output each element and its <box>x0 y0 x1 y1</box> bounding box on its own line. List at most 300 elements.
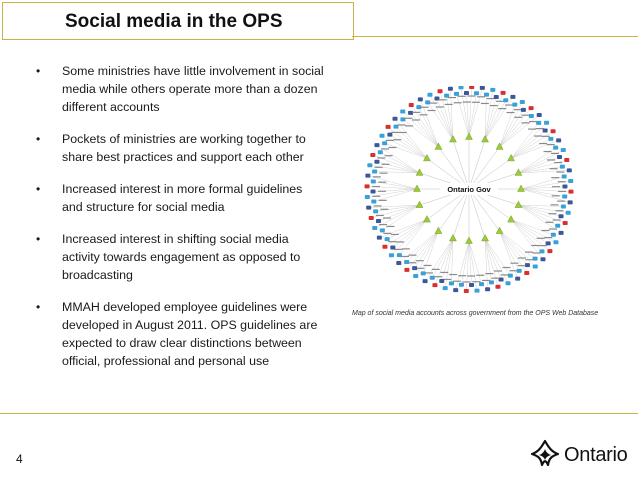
leaf-edge <box>419 107 439 147</box>
account-node <box>376 219 381 223</box>
account-label-mark <box>421 107 429 108</box>
account-node <box>459 283 464 287</box>
account-label-mark <box>380 209 388 210</box>
account-node <box>372 170 377 174</box>
account-node <box>439 279 444 283</box>
account-node <box>553 146 558 150</box>
account-node <box>564 158 569 162</box>
account-label-mark <box>509 270 517 271</box>
leaf-edge <box>485 238 508 283</box>
account-label-mark <box>391 132 399 133</box>
leaf-edge <box>469 241 472 285</box>
account-node <box>560 165 565 169</box>
account-label-mark <box>402 248 410 249</box>
account-label-mark <box>536 128 544 129</box>
account-label-mark <box>554 162 562 163</box>
account-node <box>390 245 395 249</box>
account-node <box>374 143 379 147</box>
leaf-edge <box>415 231 439 268</box>
hub-edge <box>438 147 469 189</box>
account-node <box>525 263 530 267</box>
account-label-mark <box>458 96 466 97</box>
leaf-edge <box>403 111 439 146</box>
hub-edge <box>469 140 485 189</box>
account-node <box>367 163 372 167</box>
account-label-mark <box>398 124 406 125</box>
leaf-edge <box>390 135 427 159</box>
bullet-marker: • <box>36 182 41 196</box>
account-label-mark <box>558 181 566 182</box>
account-label-mark <box>383 233 391 234</box>
account-node <box>559 214 564 218</box>
account-node <box>561 148 566 152</box>
account-node <box>474 91 479 95</box>
account-label-mark <box>547 144 555 145</box>
account-node <box>540 257 545 261</box>
account-label-mark <box>436 106 444 107</box>
leaf-edge <box>379 205 420 221</box>
account-label-mark <box>547 159 555 160</box>
account-node <box>561 204 566 208</box>
account-label-mark <box>420 114 428 115</box>
account-label-mark <box>399 132 407 133</box>
account-label-mark <box>507 112 515 113</box>
account-label-mark <box>408 262 416 263</box>
leaf-edge <box>407 231 439 270</box>
account-node <box>366 206 371 210</box>
account-node <box>562 184 567 188</box>
account-node <box>371 179 376 183</box>
account-label-mark <box>525 259 533 260</box>
account-label-mark <box>448 97 456 98</box>
account-node <box>412 266 417 270</box>
account-node <box>494 95 499 99</box>
account-node <box>555 224 560 228</box>
account-node <box>537 113 542 117</box>
account-node <box>438 89 443 93</box>
account-label-mark <box>425 272 433 273</box>
account-node <box>510 95 515 99</box>
leaf-edge <box>500 108 532 147</box>
leaf-edge <box>511 220 550 252</box>
account-node <box>544 121 549 125</box>
account-label-mark <box>498 108 506 109</box>
account-label-mark <box>551 153 559 154</box>
account-label-mark <box>558 191 566 192</box>
account-node <box>365 195 370 199</box>
title-divider <box>352 36 638 37</box>
account-label-mark <box>522 122 530 123</box>
hub-edge <box>438 189 469 231</box>
account-node <box>365 174 370 178</box>
account-node <box>543 129 548 133</box>
account-label-mark <box>544 151 552 152</box>
account-node <box>382 141 387 145</box>
account-node <box>427 93 432 97</box>
account-node <box>490 88 495 92</box>
account-node <box>432 283 437 287</box>
leaf-edge <box>500 116 532 147</box>
account-node <box>404 268 409 272</box>
account-node <box>454 92 459 96</box>
account-label-mark <box>467 95 475 96</box>
account-node <box>389 253 394 257</box>
account-label-mark <box>440 272 448 273</box>
account-label-mark <box>557 201 565 202</box>
bullet-list <box>36 62 326 384</box>
bullet-item <box>36 62 326 116</box>
account-label-mark <box>439 99 447 100</box>
leaf-edge <box>399 231 439 263</box>
account-node <box>557 155 562 159</box>
account-node <box>448 87 453 91</box>
account-label-mark <box>476 275 484 276</box>
account-node <box>374 160 379 164</box>
account-label-mark <box>501 274 509 275</box>
account-label-mark <box>494 270 502 271</box>
bullet-text: Pockets of ministries are working together to share best practices and support each other <box>62 132 306 164</box>
leaf-edge <box>500 231 520 271</box>
account-node <box>464 289 469 293</box>
account-label-mark <box>449 274 457 275</box>
leaf-edge <box>485 238 510 275</box>
leaf-edge <box>411 113 439 147</box>
account-label-mark <box>412 119 420 120</box>
bullet-text: Increased interest in more formal guidelines and structure for social media <box>62 182 303 214</box>
account-node <box>380 134 385 138</box>
account-label-mark <box>518 265 526 266</box>
trillium-icon <box>528 438 562 472</box>
account-node <box>520 100 525 104</box>
account-node <box>443 286 448 290</box>
account-label-mark <box>532 252 540 253</box>
center-label: Ontario Gov <box>447 185 491 194</box>
account-node <box>365 184 370 188</box>
account-label-mark <box>405 125 413 126</box>
account-label-mark <box>383 217 391 218</box>
account-node <box>521 108 526 112</box>
ministry-hub-node <box>466 133 473 140</box>
account-node <box>393 117 398 121</box>
leaf-edge <box>407 231 439 262</box>
account-node <box>423 279 428 283</box>
ministry-hub-node <box>466 237 473 244</box>
account-label-mark <box>391 234 399 235</box>
leaf-edge <box>500 231 536 266</box>
account-label-mark <box>434 276 442 277</box>
account-label-mark <box>555 210 563 211</box>
account-label-mark <box>529 121 537 122</box>
account-node <box>501 91 506 95</box>
title-box <box>2 2 354 40</box>
diagram-caption: Map of social media accounts across government from the OPS Web Database <box>352 310 599 317</box>
page-number: 4 <box>16 452 23 466</box>
account-label-mark <box>386 140 394 141</box>
account-label-mark <box>375 167 383 168</box>
account-label-mark <box>472 102 480 103</box>
account-label-mark <box>551 177 559 178</box>
account-node <box>484 93 489 97</box>
account-node <box>421 271 426 275</box>
account-label-mark <box>379 224 387 225</box>
account-label-mark <box>463 101 471 102</box>
account-node <box>372 226 377 230</box>
account-label-mark <box>551 204 559 205</box>
account-node <box>397 253 402 257</box>
account-label-mark <box>396 241 404 242</box>
account-label-mark <box>394 249 402 250</box>
account-node <box>475 289 480 293</box>
account-label-mark <box>491 278 499 279</box>
leaf-edge <box>388 127 427 159</box>
account-label-mark <box>550 168 558 169</box>
leaf-edge <box>500 110 524 147</box>
account-node <box>503 98 508 102</box>
account-node <box>485 287 490 291</box>
account-label-mark <box>556 171 564 172</box>
account-node <box>568 200 573 204</box>
leaf-edge <box>511 220 542 252</box>
account-label-mark <box>385 155 393 156</box>
account-node <box>562 174 567 178</box>
account-label-mark <box>477 96 485 97</box>
bullet-text: Some ministries have little involvement in social media while others operate more than a dozen different accounts <box>62 64 324 114</box>
leaf-edge <box>428 102 453 139</box>
account-label-mark <box>482 280 490 281</box>
account-node <box>404 260 409 264</box>
account-label-mark <box>381 148 389 149</box>
leaf-edge <box>396 127 427 159</box>
ontario-logo <box>528 438 632 472</box>
account-node <box>562 195 567 199</box>
leaf-edge <box>387 220 427 240</box>
account-node <box>425 100 430 104</box>
account-label-mark <box>463 281 471 282</box>
ministry-hub-node <box>482 136 489 143</box>
leaf-edge <box>500 115 540 147</box>
logo-wordmark: Ontario <box>564 444 628 466</box>
account-label-mark <box>445 104 453 105</box>
account-node <box>495 285 500 289</box>
account-node <box>382 245 387 249</box>
account-label-mark <box>552 186 560 187</box>
leaf-edge <box>518 157 559 173</box>
account-label-mark <box>458 275 466 276</box>
bullet-item <box>36 180 326 216</box>
ministry-hub-node <box>423 216 430 223</box>
account-label-mark <box>386 226 394 227</box>
hub-edge <box>453 140 469 189</box>
account-label-mark <box>545 222 553 223</box>
account-node <box>556 138 561 142</box>
account-label-mark <box>377 157 385 158</box>
account-node <box>559 231 564 235</box>
account-label-mark <box>525 252 533 253</box>
account-node <box>512 103 517 107</box>
account-label-mark <box>549 228 557 229</box>
account-node <box>396 261 401 265</box>
account-label-mark <box>490 105 498 106</box>
account-node <box>568 179 573 183</box>
hub-edge <box>469 189 500 231</box>
hub-edge <box>469 189 485 238</box>
account-label-mark <box>388 241 396 242</box>
account-label-mark <box>541 230 549 231</box>
leaf-edge <box>511 131 545 159</box>
account-label-mark <box>378 191 386 192</box>
account-node <box>566 211 571 215</box>
account-node <box>464 91 469 95</box>
account-node <box>479 282 484 286</box>
account-label-mark <box>531 245 539 246</box>
account-label-mark <box>393 139 401 140</box>
account-label-mark <box>472 281 480 282</box>
account-node <box>567 168 572 172</box>
leaf-edge <box>500 231 528 265</box>
account-label-mark <box>514 117 522 118</box>
account-node <box>546 241 551 245</box>
leaf-edge <box>430 95 453 140</box>
account-label-mark <box>416 268 424 269</box>
account-node <box>370 153 375 157</box>
account-node <box>553 240 558 244</box>
account-label-mark <box>522 115 530 116</box>
ministry-hub-node <box>449 136 456 143</box>
account-label-mark <box>553 219 561 220</box>
account-node <box>453 288 458 292</box>
account-node <box>416 105 421 109</box>
account-node <box>373 209 378 213</box>
account-label-mark <box>485 273 493 274</box>
account-label-mark <box>502 267 510 268</box>
account-label-mark <box>467 275 475 276</box>
bullet-item <box>36 298 326 370</box>
account-label-mark <box>537 238 545 239</box>
account-node <box>377 236 382 240</box>
account-label-mark <box>378 182 386 183</box>
bullet-text: MMAH developed employee guidelines were developed in August 2011. OPS guidelines are expected to draw clear distinctions between official, professional and personal use <box>62 300 318 368</box>
account-node <box>551 233 556 237</box>
leaf-edge <box>456 94 469 137</box>
account-label-mark <box>412 112 420 113</box>
account-node <box>524 271 529 275</box>
account-label-mark <box>514 109 522 110</box>
account-label-mark <box>428 110 436 111</box>
account-node <box>400 109 405 113</box>
leaf-edge <box>466 93 469 137</box>
account-label-mark <box>528 129 536 130</box>
account-node <box>529 106 534 110</box>
account-node <box>418 97 423 101</box>
account-label-mark <box>382 164 390 165</box>
account-node <box>469 283 474 287</box>
account-node <box>533 265 538 269</box>
account-label-mark <box>372 196 380 197</box>
account-label-mark <box>374 205 382 206</box>
account-label-mark <box>510 263 518 264</box>
account-node <box>506 281 511 285</box>
account-node <box>469 86 474 89</box>
account-node <box>508 274 513 278</box>
bullet-marker: • <box>36 132 41 146</box>
account-node <box>430 276 435 280</box>
account-label-mark <box>548 213 556 214</box>
account-node <box>409 103 414 107</box>
account-label-mark <box>372 186 380 187</box>
account-label-mark <box>534 135 542 136</box>
account-label-mark <box>408 255 416 256</box>
bullet-marker: • <box>36 232 41 246</box>
account-label-mark <box>544 237 552 238</box>
leaf-edge <box>511 139 551 159</box>
ministry-hub-node <box>449 234 456 241</box>
account-node <box>568 190 573 194</box>
bullet-item <box>36 130 326 166</box>
account-node <box>387 133 392 137</box>
account-label-mark <box>373 176 381 177</box>
account-node <box>563 221 568 225</box>
ministry-hub-node <box>508 216 515 223</box>
account-label-mark <box>389 147 397 148</box>
account-node <box>386 125 391 129</box>
account-node <box>408 111 413 115</box>
account-label-mark <box>487 98 495 99</box>
leaf-edge <box>393 220 427 248</box>
hub-edge <box>469 147 500 189</box>
account-node <box>371 200 376 204</box>
account-label-mark <box>496 101 504 102</box>
account-label-mark <box>505 104 513 105</box>
bullet-text: Increased interest in shifting social media activity towards engagement as opposed to broadcasting <box>62 232 301 282</box>
account-node <box>536 121 541 125</box>
account-node <box>529 114 534 118</box>
account-label-mark <box>405 118 413 119</box>
account-node <box>369 216 374 220</box>
account-label-mark <box>416 260 424 261</box>
leaf-edge <box>511 220 548 244</box>
account-node <box>515 277 520 281</box>
account-label-mark <box>379 173 387 174</box>
account-label-mark <box>454 102 462 103</box>
account-label-mark <box>453 281 461 282</box>
account-label-mark <box>423 265 431 266</box>
account-label-mark <box>443 279 451 280</box>
account-label-mark <box>481 103 489 104</box>
account-label-mark <box>539 245 547 246</box>
account-label-mark <box>518 257 526 258</box>
account-node <box>458 86 463 89</box>
leaf-edge <box>469 241 482 284</box>
hub-edge <box>453 189 469 238</box>
bullet-marker: • <box>36 300 41 314</box>
ministry-hub-node <box>482 234 489 241</box>
account-node <box>385 237 390 241</box>
account-node <box>371 190 376 194</box>
account-label-mark <box>552 195 560 196</box>
account-label-mark <box>429 102 437 103</box>
account-label-mark <box>542 136 550 137</box>
account-node <box>449 281 454 285</box>
account-node <box>378 150 383 154</box>
account-label-mark <box>376 215 384 216</box>
account-label-mark <box>539 143 547 144</box>
account-node <box>551 129 556 133</box>
account-node <box>380 228 385 232</box>
social-media-network-map <box>356 86 582 306</box>
footer-divider <box>0 413 638 414</box>
account-node <box>548 137 553 141</box>
account-node <box>413 274 418 278</box>
